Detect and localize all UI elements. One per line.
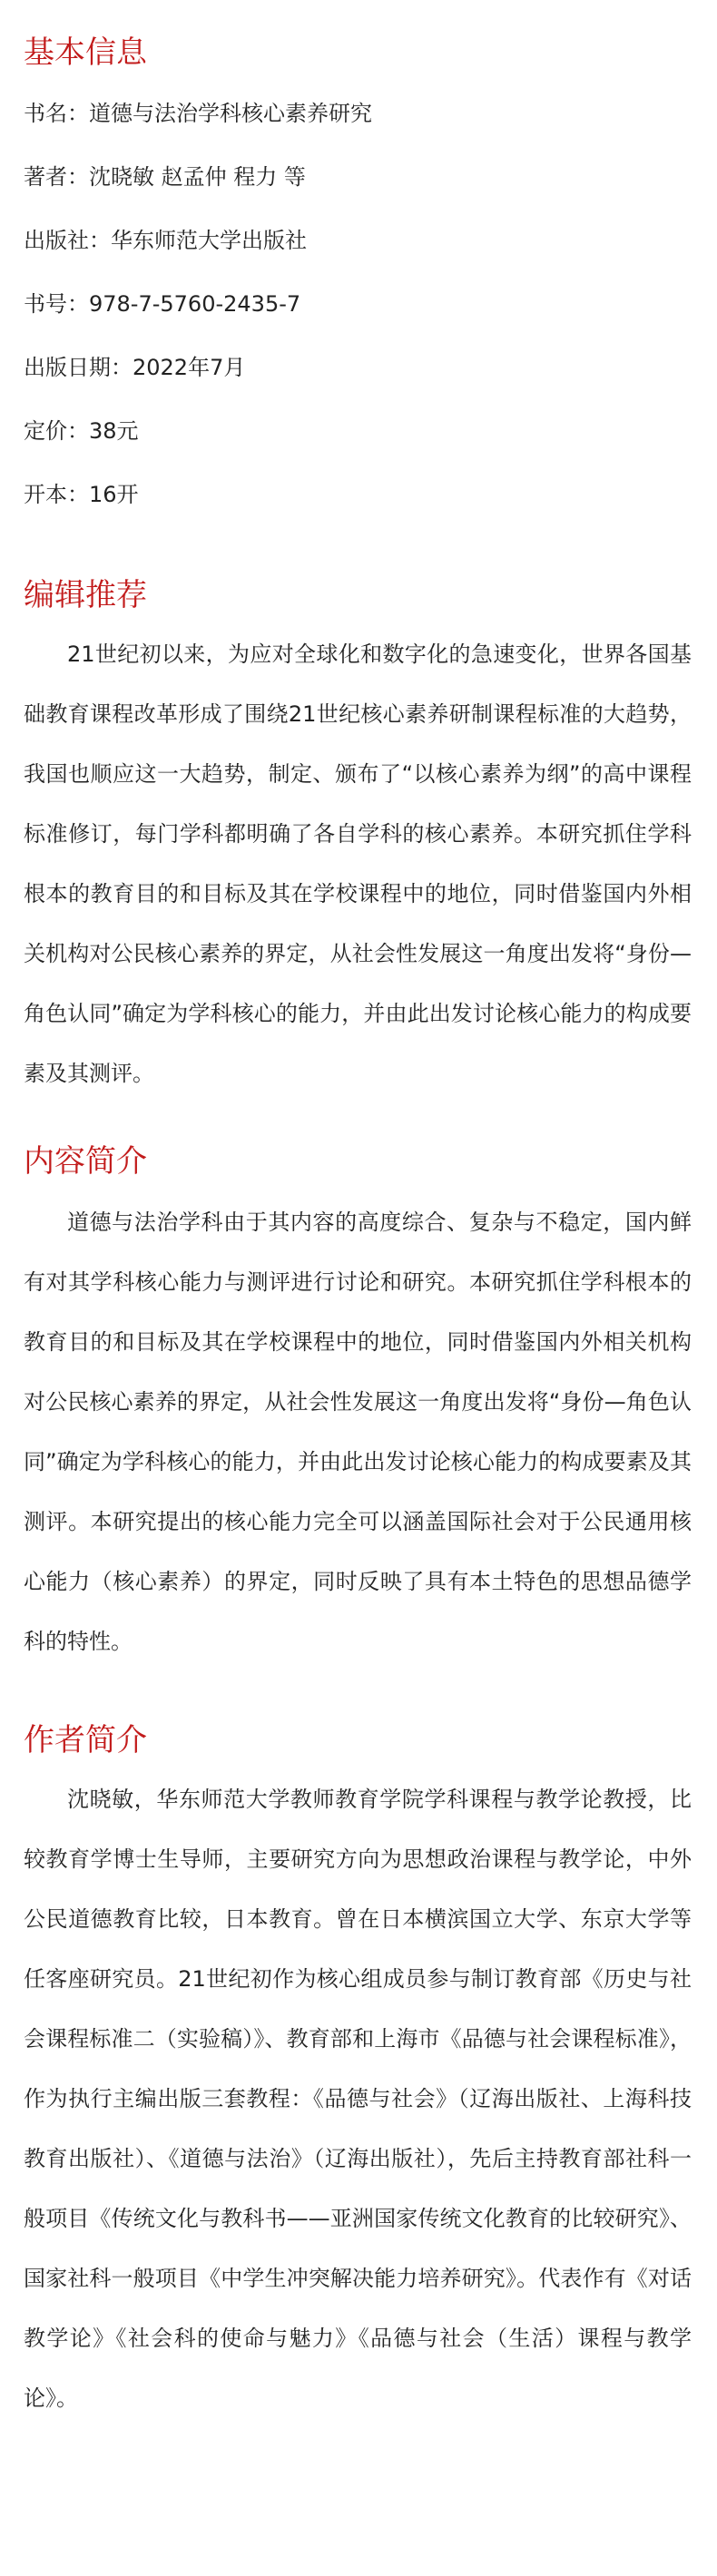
author-intro-section: [24, 1720, 692, 2428]
content-summary-heading: 内容简介: [24, 1143, 147, 1180]
info-publisher: 出版社：华东师范大学出版社: [24, 228, 307, 253]
editor-recommend-text: 21世纪初以来，为应对全球化和数字化的急速变化，世界各国基础教育课程改革形成了围绕21世纪核心素养研制课程标准的大趋势，我国也顺应这一大趋势，制定、颁布了“以核心素养为纲”的高中课程标准修订，每门学科都明确了各自学科的核心素养。本研究抓住学科根本的教育目的和目标及其在学校课程中的地位，同时借鉴国内外相关机构对公民核心素养的界定，从社会性发展这一角度出发将“身份—角色认同”确定为学科核心的能力，并由此出发讨论核心能力的构成要素及其测评。: [24, 642, 692, 1086]
info-isbn: 书号：978-7-5760-2435-7: [24, 291, 301, 317]
content-summary-text: 道德与法治学科由于其内容的高度综合、复杂与不稳定，国内鲜有对其学科核心能力与测评进行讨论和研究。本研究抓住学科根本的教育目的和目标及其在学校课程中的地位，同时借鉴国内外相关机构对公民核心素养的界定，从社会性发展这一角度出发将“身份—角色认同”确定为学科核心的能力，并由此出发讨论核心能力的构成要素及其测评。本研究提出的核心能力完全可以涵盖国际社会对于公民通用核心能力（核心素养）的界定，同时反映了具有本土特色的思想品德学科的特性。: [24, 1210, 692, 1654]
editor-recommend-heading: 编辑推荐: [24, 577, 147, 613]
info-authors: 著者：沈晓敏 赵孟仲 程力 等: [24, 164, 306, 190]
author-intro-heading: 作者简介: [24, 1722, 147, 1758]
info-price: 定价：38元: [24, 418, 139, 444]
basic-info-section: [24, 0, 692, 510]
info-format: 开本：16开: [24, 482, 139, 507]
content-summary-section: [24, 1141, 692, 1671]
basic-info-heading: 基本信息: [24, 34, 147, 71]
info-publish-date: 出版日期：2022年7月: [24, 355, 246, 380]
basic-info-list: [24, 98, 692, 510]
author-intro-text: 沈晓敏，华东师范大学教师教育学院学科课程与教学论教授，比较教育学博士生导师，主要研究方向为思想政治课程与教学论，中外公民道德教育比较，日本教育。曾在日本横滨国立大学、东京大学等任客座研究员。21世纪初作为核心组成员参与制订教育部《历史与社会课程标准二（实验稿）》、教育部和上海市《品德与社会课程标准》，作为执行主编出版三套教程：《品德与社会》（辽海出版社、上海科技教育出版社）、《道德与法治》（辽海出版社），先后主持教育部社科一般项目《传统文化与教科书——亚洲国家传统文化教育的比较研究》、国家社科一般项目《中学生冲突解决能力培养研究》。代表作有《对话教学论》《社会科的使命与魅力》《品德与社会（生活）课程与教学论》。: [24, 1787, 692, 2411]
editor-recommend-section: [24, 575, 692, 1103]
info-book-title: 书名：道德与法治学科核心素养研究: [24, 101, 372, 126]
